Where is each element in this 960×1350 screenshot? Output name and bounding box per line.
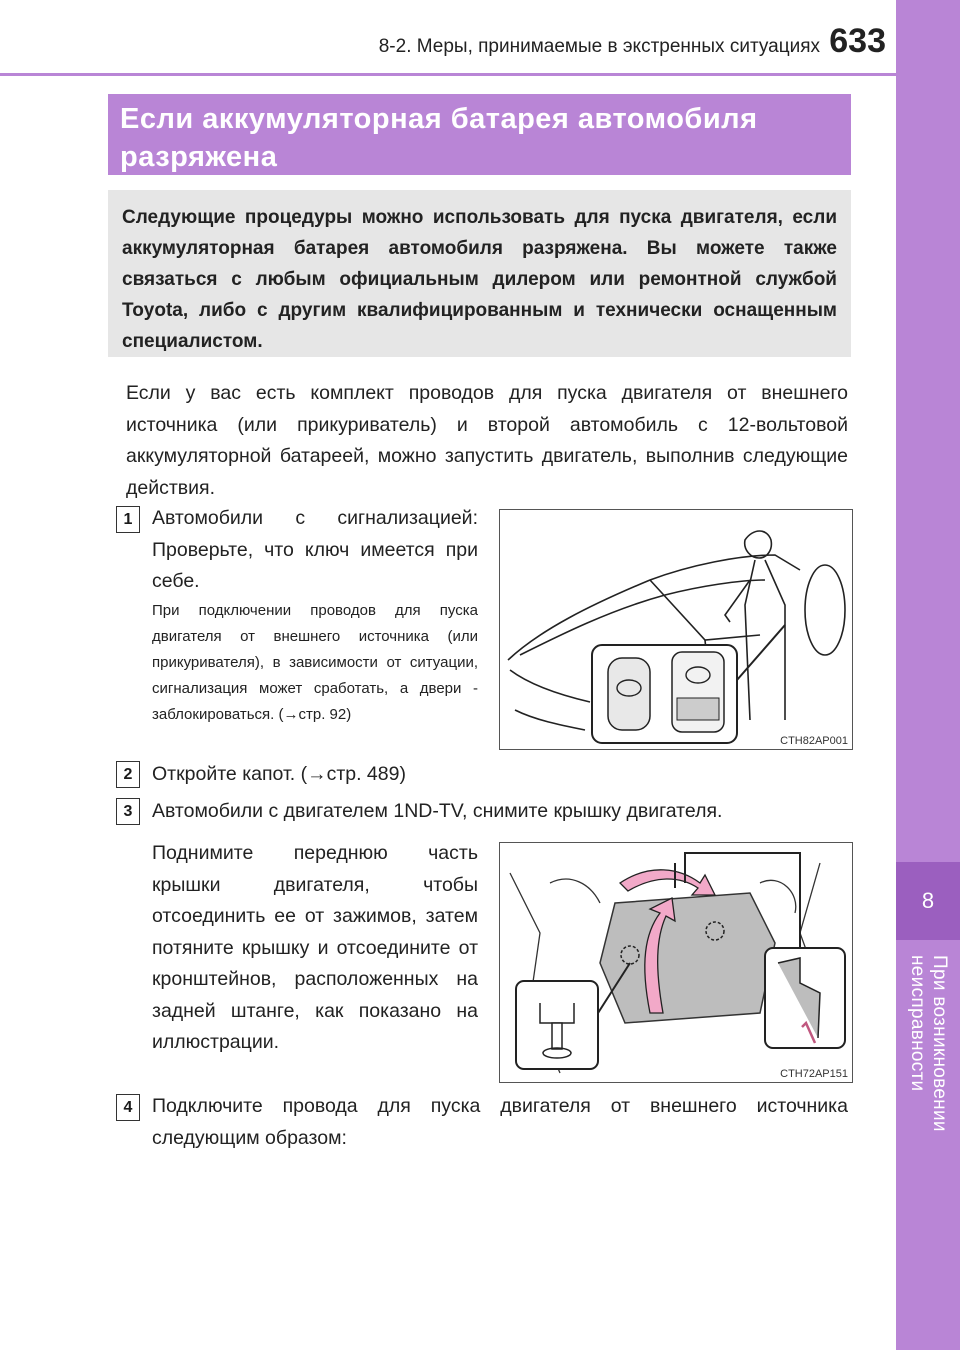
engine-illustration	[500, 843, 852, 1082]
bracket-inset-right	[765, 948, 845, 1048]
chapter-title: При возникновении неисправности	[907, 955, 950, 1132]
figure-2-code: CTH72AP151	[780, 1068, 848, 1080]
engine-cover	[600, 893, 775, 1023]
figure-key-check	[499, 509, 853, 750]
key-inset	[592, 625, 785, 743]
step-4-text: Подключите провода для пуска двигателя от внешнего источника следующим образом:	[152, 1095, 848, 1149]
chapter-number-tab[interactable]: 8	[896, 862, 960, 940]
step-1-text: Автомобили с сигнализацией: Проверьте, что ключ имеется при себе.	[152, 507, 478, 592]
figure-engine-cover	[499, 842, 853, 1083]
intro-text: Следующие процедуры можно использовать для пуска двигателя, если аккумуляторная батарея автомобиля разряжена. Вы можете также связаться с любым официальным дилером или ремонтной службой Toyota, либо с другим квалифицированным и технически оснащенным специалистом.	[122, 207, 837, 352]
body-paragraph: Если у вас есть комплект проводов для пуска двигателя от внешнего источника (или прикуриватель) и второй автомобиль с 12-вольтовой аккумуляторной батареей, можно запустить двигатель, выполнив следующие действия.	[126, 382, 848, 499]
pull-arrow	[620, 870, 715, 895]
figure-1-code: CTH82AP001	[780, 735, 848, 747]
step-4-badge: 4	[116, 1094, 140, 1121]
step-3-detail: Поднимите переднюю часть крышки двигателя, чтобы отсоединить ее от зажимов, затем потяните крышку и отсоедините от кронштейнов, расположенных на задней штанге, как показано на иллюстрации.	[152, 842, 478, 1053]
page-number: 633	[829, 22, 886, 60]
step-3-badge: 3	[116, 798, 140, 825]
header-divider	[0, 73, 896, 76]
step-1-badge: 1	[116, 506, 140, 533]
step-2-badge: 2	[116, 761, 140, 788]
intro-box	[108, 190, 851, 357]
section-header: 8-2. Меры, принимаемые в экстренных ситуациях	[378, 36, 820, 57]
step-1-note: При подключении проводов для пуска двигателя от внешнего источника (или прикуривателя), в зависимости от ситуации, сигнализация может сработать, а двери - заблокироваться. (→стр. 92)	[152, 602, 478, 723]
car-door-illustration	[500, 510, 852, 749]
step-2-text: Откройте капот. (→стр. 489)	[152, 763, 406, 785]
page-title: Если аккумуляторная батарея автомобиля разряжена	[120, 103, 758, 173]
title-banner	[108, 94, 851, 175]
step-3-text: Автомобили с двигателем 1ND-TV, снимите крышку двигателя.	[152, 800, 723, 822]
